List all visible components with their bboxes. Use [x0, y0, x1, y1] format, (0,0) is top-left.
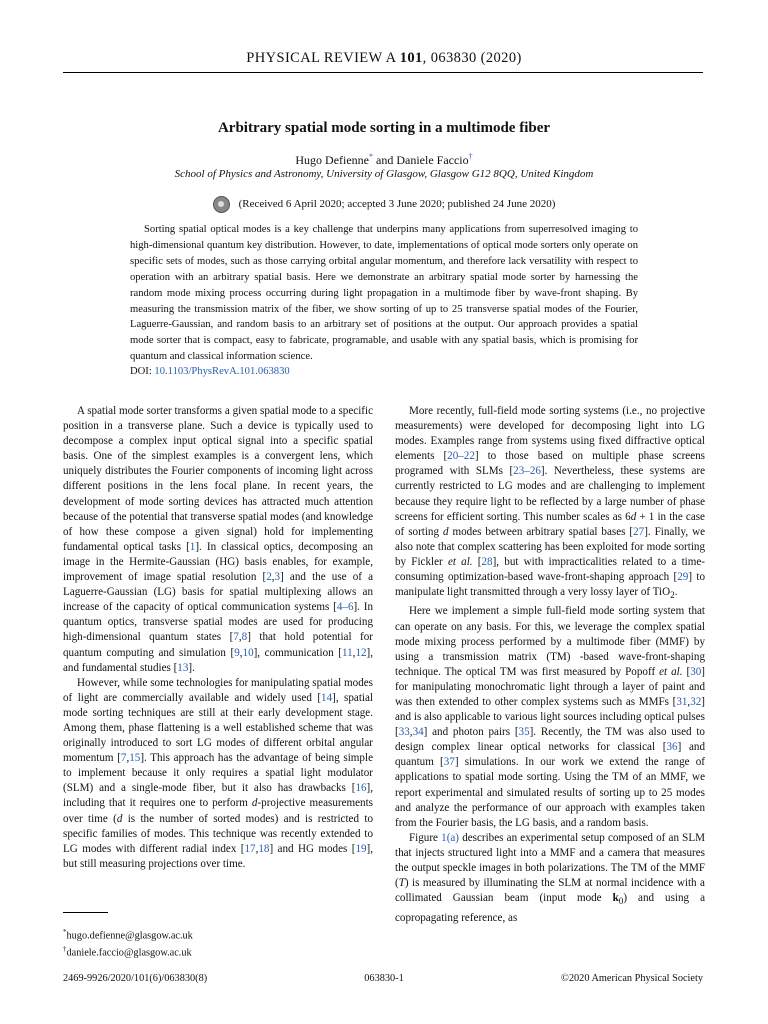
received-line: [0, 196, 768, 213]
article-number: , 063830 (2020): [422, 50, 522, 66]
paragraph: More recently, full-field mode sorting systems (i.e., no projective measurements) were developed for decomposing light into LG modes. Examples range from systems using fixed diffractive optical elements [20–22] to those based on multiple phase screens programed with SLMs [23–26]. Nevertheless, these systems are currently restricted to LG modes and are challenging to implement because they require light to be reflected by a large number of phase screens for efficient sorting. This number scales as 6d + 1 in the case of sorting d modes between arbitrary spatial bases [27]. Finally, we also note that complex scattering has been exploited for mode sorting by Fickler et al. [28], but with impracticalities related to a time-consuming optimization-based wave-front-shaping approach [29] to manipulate light transmitted through a very lossy layer of TiO$_2$.: [395, 405, 706, 602]
citation-link[interactable]: 37: [443, 756, 455, 769]
footnote-mark: *: [63, 928, 67, 936]
citation-link[interactable]: 1(a): [441, 831, 460, 844]
authors: [0, 152, 768, 168]
citation-link[interactable]: 23–26: [513, 465, 541, 478]
doi-link[interactable]: 10.1103/PhysRevA.101.063830: [154, 366, 290, 377]
citation-link[interactable]: 16: [355, 782, 367, 795]
doi-line: [130, 366, 290, 377]
footnotes: [63, 926, 193, 960]
italic-text: d: [116, 812, 123, 825]
check-for-updates-icon[interactable]: [213, 196, 230, 213]
paper-title: Arbitrary spatial mode sorting in a multimode fiber: [217, 120, 551, 136]
italic-text: d: [442, 525, 449, 538]
citation-link[interactable]: 9: [234, 646, 240, 659]
citation-link[interactable]: 1: [189, 540, 196, 553]
affiliation: School of Physics and Astronomy, University of Glasgow, Glasgow G12 8QQ, United Kingdom: [174, 168, 594, 180]
citation-link[interactable]: 13: [177, 661, 189, 674]
italic-text: d: [251, 797, 258, 810]
citation-link[interactable]: 29: [677, 571, 689, 584]
footer-page-number: 063830-1: [364, 973, 404, 984]
italic-text: T: [398, 877, 405, 890]
citation-link[interactable]: 27: [633, 525, 645, 538]
citation-link[interactable]: 30: [690, 665, 702, 678]
citation-link[interactable]: 14: [321, 691, 333, 704]
subscript: 2: [670, 591, 675, 602]
journal-header: [0, 50, 768, 67]
italic-text: d: [630, 510, 637, 523]
email-link[interactable]: daniele.faccio@glasgow.ac.uk: [66, 947, 192, 959]
author-2-footnote-link[interactable]: †: [468, 152, 473, 161]
citation-link[interactable]: 20–22: [447, 450, 475, 463]
citation-link[interactable]: 2: [266, 571, 272, 584]
paragraph: However, while some technologies for manipulating spatial modes of light are commercially available and widely used [14], spatial mode sorting techniques are still at their early development stage. Among them, phase flattening is a well established scheme that was originally introduced to sort LG modes of different orbital angular momentum [7,15]. This approach has the advantage of being simple to implement because it only requires a spatial light modulator (SLM) and a single-mode fiber, but it also has drawbacks [16], including that it requires one to perform d-projective measurements over time (d is the number of sorted modes) and is restricted to specific families of modes. This technique was recently extended to LG modes with different radial index [17,18] and HG modes [19], but still measuring projections over time.: [63, 676, 374, 870]
author-separator: and: [373, 153, 397, 167]
italic-text: et al.: [659, 665, 683, 678]
citation-link[interactable]: 4–6: [336, 601, 354, 614]
bold-symbol: k: [612, 892, 619, 905]
citation-link[interactable]: 32: [690, 696, 702, 708]
author-1-footnote-link[interactable]: *: [369, 152, 373, 161]
italic-text: et al.: [447, 555, 473, 568]
author-2: Daniele Faccio: [396, 153, 469, 167]
subscript: 0: [618, 897, 624, 908]
citation-link[interactable]: 7: [233, 631, 239, 644]
journal-name: PHYSICAL REVIEW A: [246, 50, 396, 66]
citation-link[interactable]: 19: [355, 842, 367, 855]
citation-link[interactable]: 3: [274, 571, 281, 584]
abstract: Sorting spatial optical modes is a key challenge that underpins many applications from superresolved imaging to high-dimensional quantum key distribution. However, to date, implementations of optical mode sorters only operate on specific sets of modes, such as those carrying orbital angular momentum, and therefore lack versatility with respect to operation with an arbitrary spatial basis. Here we demonstrate an arbitrary spatial mode sorter by harnessing the random mode mixing process occurring during light propagation in a multimode fiber by wave-front shaping. By measuring the transmission matrix of the fiber, we show sorting of up to 25 transverse spatial modes of the Fourier, Laguerre-Gaussian, and random basis to an arbitrary set of positions at the output. Our approach provides a spatial mode sorter that is compact, easy to fabricate, programable, and usable with any spatial basis, which is promising for quantum and classical information science.: [130, 224, 638, 363]
journal-volume: 101: [399, 50, 423, 66]
citation-link[interactable]: 11: [341, 646, 353, 659]
citation-link[interactable]: 10: [242, 646, 254, 659]
footnote-mark: †: [63, 944, 67, 953]
citation-link[interactable]: 7: [120, 752, 127, 765]
citation-link[interactable]: 35: [518, 726, 530, 739]
citation-link[interactable]: 36: [666, 741, 678, 754]
citation-link[interactable]: 8: [241, 631, 248, 644]
paragraph: A spatial mode sorter transforms a given spatial mode to a specific position in a transverse plane. Such a device is typically used to decompose a complex input optical signal into a specific spatial basis. One of the simplest examples is a convergent lens, which uniquely distributes the Fourier components of incoming light across different positions in the lens focal plane. In recent years, the development of mode sorting devices has attracted much attention because of the potential that transverse spatial modes (and knowledge of how these compose a given signal) hold for implementing fundamental optical tasks [1]. In classical optics, decomposing an image in the Hermite-Gaussian (HG) basis enables, for example, improvement of image spatial resolution [2,3] and the use of a Laguerre-Gaussian (LG) basis for spatial multiplexing allows an increase of the capacity of optical communication systems [4–6]. In quantum optics, transverse spatial modes are used for producing high-dimensional quantum states [7,8] that hold potential for quantum computing and simulation [9,10], communication [11,12], and fundamental studies [13].: [63, 405, 374, 674]
citation-link[interactable]: 18: [258, 842, 270, 855]
citation-link[interactable]: 12: [355, 646, 367, 659]
citation-link[interactable]: 31: [676, 696, 688, 708]
author-1: Hugo Defienne: [295, 153, 369, 167]
paragraph: Here we implement a simple full-field mode sorting system that can operate on any basis. For this, we leverage the complex spatial mode mixing process performed by a multimode fiber (MMF) by using a transmission matrix (TM) -based wave-front-shaping technique. The optical TM was first measured by Popoff et al. [30] for manipulating monochromatic light through a layer of paint and was then extended to other complex systems such as MMFs [31,32] and is also applicable to various light sources including optical pulses [33,34] and photon pairs [35]. Recently, the TM was also used to design complex linear optical networks for classical [36] and quantum [37] simulations. In our work we extend the range of applications to spatial mode sorting. Using the TM of an MMF, we report experimental and simulated results of sorting up to 25 modes and analyze the performance of our approach with examples taken from the Fourier basis, the LG basis, and a random basis.: [395, 605, 705, 829]
received-dates: (Received 6 April 2020; accepted 3 June 2020; published 24 June 2020): [238, 198, 556, 211]
doi-label: DOI:: [130, 366, 155, 377]
citation-link[interactable]: 33: [398, 726, 410, 739]
footnote-1: [63, 926, 193, 943]
citation-link[interactable]: 34: [412, 726, 424, 739]
body-column-right: [395, 404, 705, 926]
citation-link[interactable]: 17: [244, 842, 256, 855]
footer-issn: 2469-9926/2020/101(6)/063830(8): [63, 973, 208, 984]
body-column-left: [63, 404, 373, 872]
citation-link[interactable]: 15: [129, 752, 141, 765]
footnote-2: [63, 943, 193, 960]
paragraph: Figure 1(a) describes an experimental setup composed of an SLM that injects structured light into a MMF and a camera that measures the output speckle images in both polarizations. The TM of the MMF (T) is measured by illuminating the SLM at normal incidence with a collimated Gaussian beam (input mode $k_0$) and using a copropagating reference, as: [395, 831, 705, 924]
footnote-rule: [63, 912, 108, 913]
footer-copyright: ©2020 American Physical Society: [561, 973, 703, 984]
header-rule: [63, 72, 703, 73]
citation-link[interactable]: 28: [481, 555, 493, 568]
email-link[interactable]: hugo.defienne@glasgow.ac.uk: [66, 930, 193, 942]
